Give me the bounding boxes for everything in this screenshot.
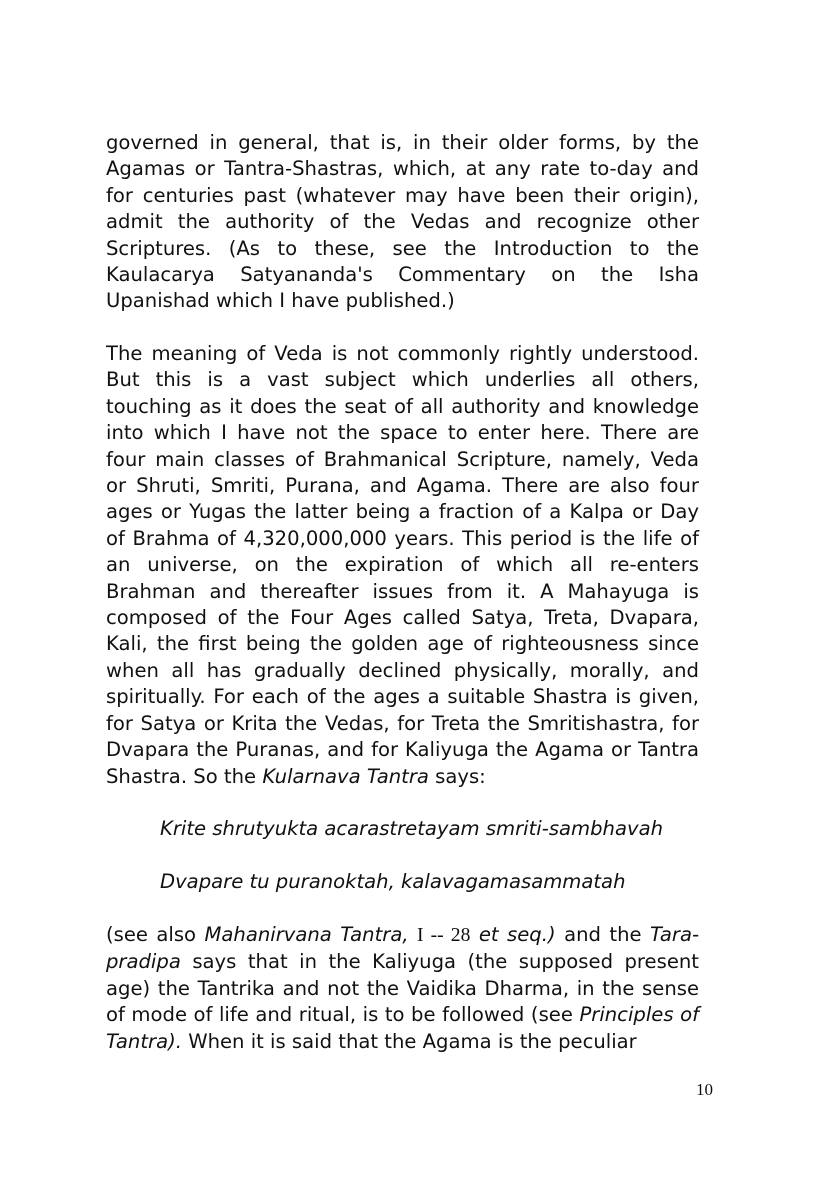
paragraph-kaliyuga-d: says that in the Kaliyuga (the supposed present age) the Tantrika and not the Vaidika Dharma, in the sense of mode of life and ritual, is to be followed (see [106, 950, 699, 1027]
verse-line-1: Krite shrutyukta acarastretayam smriti-sambhavah [160, 817, 664, 840]
paragraph-veda-meaning [106, 341, 699, 790]
book-title-principles: Principles of Tantra). [106, 1003, 699, 1053]
paragraph-agamas-text: governed in general, that is, in their older forms, by the Agamas or Tantra-Shastras, which, at any rate to-day and for centuries past (whatever may have been their origin), admit the authority of the Vedas and recognize other Scriptures. (As to these, see the Introduction to the Kaulacarya Satyananda's Commentary on the Isha Upanishad which I have published.) [106, 131, 699, 313]
paragraph-kaliyuga [106, 922, 699, 1055]
paragraph-kaliyuga-a: (see also [106, 923, 197, 946]
paragraph-veda-end: says: [435, 764, 486, 788]
paragraph-kaliyuga-c: and the [564, 923, 642, 946]
book-title-mahanirvana: Mahanirvana Tantra, [204, 923, 409, 946]
paragraph-agamas [106, 130, 699, 315]
paragraph-kaliyuga-e: When it is said that the Agama is the peculiar [188, 1029, 637, 1053]
verse-line-2: Dvapare tu puranoktah, kalavagamasammatah [160, 870, 626, 893]
paragraph-kaliyuga-ref: I -- 28 [417, 925, 471, 946]
book-title-tarapradipa: Tara-pradipa [106, 923, 700, 974]
paragraph-veda-text: The meaning of Veda is not commonly rightly understood. But this is a vast subject which underlies all others, touching as it does the seat of all authority and knowledge into which I have not the space to enter here. There are four main classes of Brahmanical Scripture, namely, Veda or Shruti, Smriti, Purana, and Agama. There are also four ages or Yugas the latter being a fraction of a Kalpa or Day of Brahma of 4,320,000,000 years. This period is the life of an universe, on the expiration of which all re-enters Brahman and thereafter issues from it. A Mahayuga is composed of the Four Ages called Satya, Treta, Dvapara, Kali, the first being the golden age of righteousness since when all has gradually declined physically, morally, and spiritually. For each of the ages a suitable Shastra is given, for Satya or Krita the Vedas, for Treta the Smritishastra, for Dvapara the Puranas, and for Kaliyuga the Agama or Tantra Shastra. So the [106, 342, 699, 788]
page-number: 10 [696, 1080, 713, 1099]
book-title-kularnava: Kularnava Tantra [262, 764, 429, 788]
et-seq: et seq.) [478, 923, 556, 946]
